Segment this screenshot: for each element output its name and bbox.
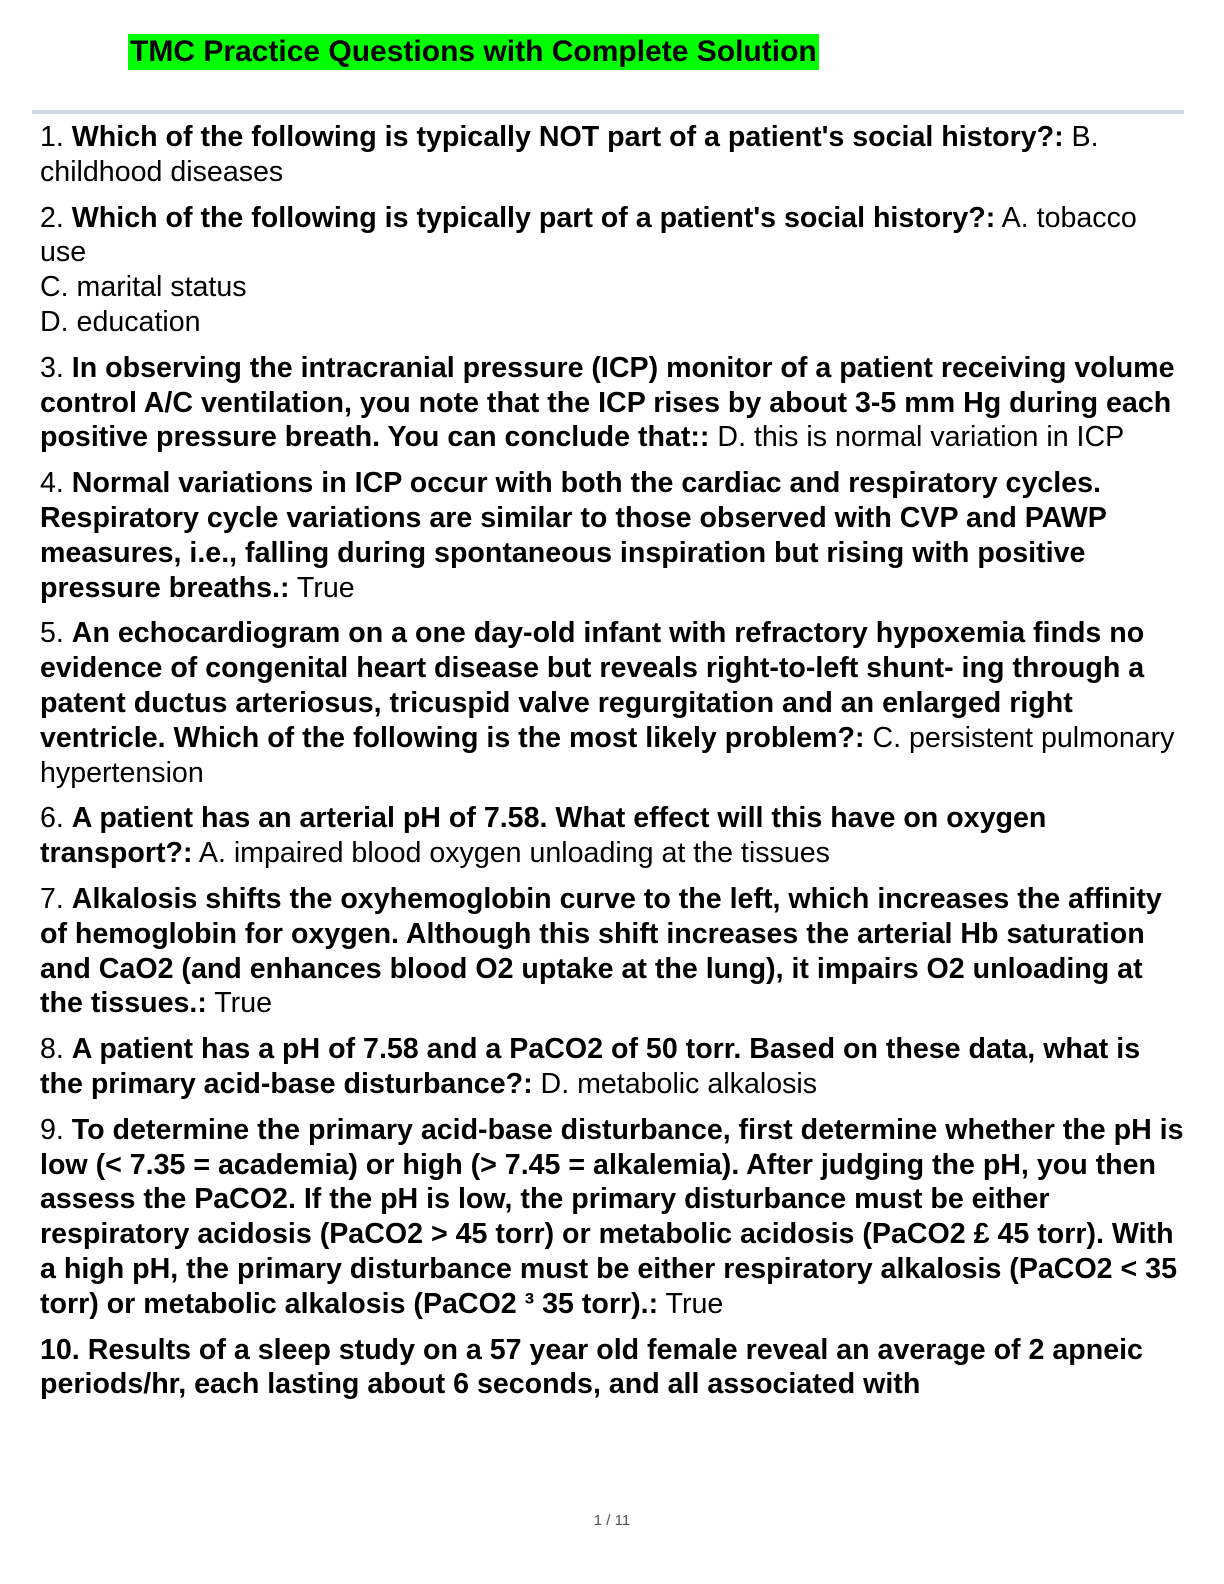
- page-indicator: 1 / 11: [593, 1512, 631, 1529]
- qa-question: An echocardiogram on a one day-old infant with refractory hypoxemia finds no evidence of congenital heart disease but reveals right-to-left shunt- ing through a patent ductus arteriosus, tricuspid valve regurgitation and an enlarged right ventricle. Which of the following is the most likely problem?:: [40, 617, 1145, 754]
- qa-question: A patient has a pH of 7.58 and a PaCO2 of 50 torr. Based on these data, what is the primary acid-base disturbance?:: [40, 1033, 1141, 1100]
- qa-answer: True: [658, 1287, 724, 1320]
- qa-item-7: [40, 882, 1188, 1021]
- qa-answer-extra: D. education: [40, 305, 201, 338]
- qa-question: Alkalosis shifts the oxyhemoglobin curve to the left, which increases the affinity of hemoglobin for oxygen. Although this shift increases the arterial Hb saturation and CaO2 (and enhances blood O2 uptake at the lung), it impairs O2 unloading at the tissues.:: [40, 882, 1162, 1020]
- qa-item-8: [40, 1032, 1188, 1102]
- title-container: [128, 34, 819, 70]
- qa-question: Normal variations in ICP occur with both the cardiac and respiratory cycles. Respiratory cycle variations are similar to those observed with CVP and PAWP measures, i.e., falling during spontaneous inspiration but rising with positive pressure breaths.:: [40, 467, 1107, 604]
- qa-number: 7.: [40, 882, 72, 915]
- qa-question: Which of the following is typically NOT part of a patient's social history?:: [71, 121, 1064, 153]
- qa-answer-extra: C. marital status: [40, 271, 247, 304]
- qa-answer: B. childhood diseases: [40, 121, 1099, 188]
- qa-item-4: [40, 466, 1188, 605]
- qa-number: 6.: [40, 802, 72, 835]
- qa-question: A patient has an arterial pH of 7.58. What effect will this have on oxygen transport?:: [40, 802, 1047, 870]
- qa-item-9: [40, 1113, 1188, 1322]
- qa-item-1: [40, 120, 1188, 190]
- page-title: TMC Practice Questions with Complete Solution: [130, 35, 817, 68]
- qa-number: 1.: [40, 121, 72, 153]
- qa-answer: D. metabolic alkalosis: [532, 1067, 818, 1100]
- qa-number: 2.: [40, 201, 72, 234]
- qa-answer: A. impaired blood oxygen unloading at the tissues: [192, 837, 830, 870]
- qa-number: 5.: [40, 617, 72, 650]
- qa-item-5: [40, 616, 1188, 790]
- qa-answer: A. tobacco use: [40, 201, 1137, 269]
- qa-item-10: [40, 1333, 1188, 1403]
- qa-answer: C. persistent pulmonary hypertension: [40, 721, 1175, 789]
- qa-list: [40, 120, 1188, 1413]
- qa-question: Results of a sleep study on a 57 year old female reveal an average of 2 apneic periods/hr, each lasting about 6 seconds, and all associated with: [40, 1333, 1143, 1401]
- qa-item-6: [40, 801, 1188, 871]
- qa-item-3: [40, 351, 1188, 455]
- qa-answer: D. this is normal variation in ICP: [709, 421, 1125, 454]
- qa-number: 3.: [40, 351, 72, 384]
- qa-number: 4.: [40, 467, 72, 500]
- header-divider: [32, 110, 1184, 114]
- qa-number: 8.: [40, 1033, 72, 1066]
- qa-answer: True: [206, 987, 273, 1020]
- qa-number: 9.: [40, 1113, 72, 1146]
- qa-number: 10.: [40, 1333, 88, 1366]
- qa-question: In observing the intracranial pressure (ICP) monitor of a patient receiving volume control A/C ventilation, you note that the ICP rises by about 3-5 mm Hg during each positive pressure breath. You can conclude that::: [40, 351, 1175, 454]
- qa-question: To determine the primary acid-base disturbance, first determine whether the pH is low (< 7.35 = academia) or high (> 7.45 = alkalemia). After judging the pH, you then assess the PaCO2. If the pH is low, the primary disturbance must be either respiratory acidosis (PaCO2 > 45 torr) or metabolic acidosis (PaCO2 £ 45 torr). With a high pH, the primary disturbance must be either respiratory alkalosis (PaCO2 < 35 torr) or metabolic alkalosis (PaCO2 ³ 35 torr).:: [40, 1113, 1184, 1320]
- qa-question: Which of the following is typically part of a patient's social history?:: [71, 201, 996, 234]
- qa-answer: True: [289, 571, 355, 604]
- qa-item-2: [40, 201, 1188, 340]
